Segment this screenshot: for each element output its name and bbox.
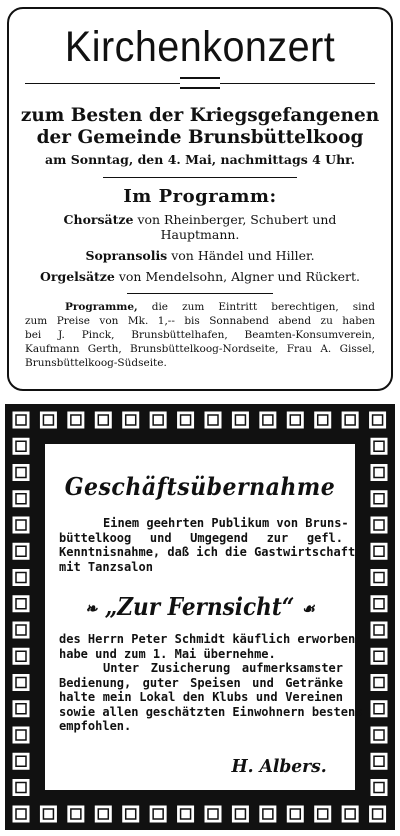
signature: H. Albers. — [231, 756, 327, 777]
border-square — [370, 516, 388, 534]
border-square — [12, 674, 30, 692]
border-square — [231, 805, 249, 823]
purpose-line: zum Besten der Kriegsgefangenen — [20, 105, 380, 126]
ticket-notice — [25, 300, 375, 370]
border-square — [286, 411, 304, 429]
border-square — [149, 805, 167, 823]
border-square — [12, 647, 30, 665]
border-square — [12, 569, 30, 587]
border-square — [12, 752, 30, 770]
text-line: büttelkoog und Umgegend zur gefl. — [59, 530, 343, 545]
announcement-paragraph — [59, 516, 356, 574]
border-square — [370, 726, 388, 744]
text-line: Unter Zusicherung aufmerksamster — [103, 661, 343, 675]
border-square — [341, 805, 359, 823]
border-square — [370, 542, 388, 560]
border-square — [67, 805, 85, 823]
border-square — [12, 490, 30, 508]
border-square — [370, 647, 388, 665]
border-square — [39, 805, 57, 823]
border-square — [370, 779, 388, 797]
text-line: sowie allen geschätzten Einwohnern bestens — [59, 704, 363, 719]
border-square — [177, 411, 195, 429]
border-square — [94, 805, 112, 823]
border-square — [177, 805, 195, 823]
program-item — [7, 269, 393, 284]
border-square — [370, 621, 388, 639]
notice-line: zum Preise von Mk. 1,-- bis Sonnabend abend zu haben — [25, 315, 375, 327]
leaf-ornament-icon: ❧ — [85, 599, 98, 618]
program-item-lead: Sopransolis — [85, 248, 168, 263]
text-line: habe und zum 1. Mai übernehme. — [59, 646, 276, 661]
program-item-lead: Orgelsätze — [39, 269, 115, 284]
border-square — [370, 464, 388, 482]
program-item-text: von Händel und Hiller. — [167, 248, 315, 263]
divider — [103, 177, 297, 178]
border-square — [369, 411, 387, 429]
border-square — [204, 805, 222, 823]
leaf-ornament-icon: ☙ — [301, 599, 315, 618]
program-item-text: von Rheinberger, Schubert und — [133, 212, 337, 227]
border-square — [204, 411, 222, 429]
border-square — [259, 411, 277, 429]
border-square — [341, 411, 359, 429]
notice-line: Programme, die zum Eintritt berechtigen, sind — [65, 301, 375, 313]
border-square — [314, 805, 332, 823]
border-square — [259, 805, 277, 823]
border-square — [370, 490, 388, 508]
border-square — [12, 464, 30, 482]
text-line: halte mein Lokal den Klubs und Vereinen — [59, 690, 343, 704]
border-square — [370, 437, 388, 455]
border-square — [122, 411, 140, 429]
notice-lead: Programme, — [65, 301, 138, 313]
program-heading: Im Programm: — [123, 186, 277, 207]
border-square — [286, 805, 304, 823]
border-square — [94, 411, 112, 429]
border-square — [12, 726, 30, 744]
business-takeover-advertisement — [5, 404, 395, 830]
concert-advertisement — [7, 7, 393, 391]
notice-line: bei J. Pinck, Brunsbüttelhafen, Beamten-Konsumverein, — [25, 329, 375, 341]
date-line: am Sonntag, den 4. Mai, nachmittags 4 Uhr. — [45, 152, 355, 167]
border-square — [370, 674, 388, 692]
divider — [127, 293, 273, 294]
border-square — [370, 595, 388, 613]
border-square — [369, 805, 387, 823]
parish-line: der Gemeinde Brunsbüttelkoog — [36, 127, 364, 148]
ad-body — [43, 442, 363, 792]
border-square — [12, 805, 30, 823]
border-square — [12, 516, 30, 534]
border-square — [12, 437, 30, 455]
program-item-text: von Mendelsohn, Algner und Rückert. — [114, 269, 360, 284]
venue-name: ❧ „Zur Fernsicht“ ☙ — [85, 592, 315, 621]
notice-line: Kaufmann Gerth, Brunsbüttelkoog-Nordseite, Frau A. Gissel, — [25, 343, 375, 355]
text-line: Bedienung, guter Speisen und Getränke — [59, 675, 343, 690]
program-item — [7, 248, 393, 263]
ornamental-rule — [25, 79, 375, 89]
border-square — [12, 621, 30, 639]
program-item — [7, 212, 393, 227]
announcement-paragraph — [59, 632, 363, 734]
border-square — [12, 700, 30, 718]
program-item-lead: Chorsätze — [63, 212, 134, 227]
text-line: Kenntnisnahme, daß ich die Gastwirtschaft — [59, 545, 356, 559]
ad-title: Kirchenkonzert — [64, 23, 336, 71]
ad-title: Geschäftsübernahme — [64, 472, 336, 501]
border-square — [231, 411, 249, 429]
border-square — [39, 411, 57, 429]
program-item-continuation: Hauptmann. — [160, 227, 240, 242]
border-square — [370, 569, 388, 587]
border-square — [12, 779, 30, 797]
border-square — [122, 805, 140, 823]
text-line: Einem geehrten Publikum von Bruns- — [103, 516, 349, 530]
border-square — [12, 595, 30, 613]
text-line: des Herrn Peter Schmidt käuflich erworben — [59, 632, 356, 646]
border-square — [67, 411, 85, 429]
border-square — [314, 411, 332, 429]
text-line: empfohlen. — [59, 719, 132, 733]
border-square — [370, 700, 388, 718]
border-square — [12, 411, 30, 429]
text-line: mit Tanzsalon — [59, 559, 153, 574]
border-square — [370, 752, 388, 770]
border-square — [149, 411, 167, 429]
notice-line: Brunsbüttelkoog-Südseite. — [25, 357, 167, 369]
border-square — [12, 542, 30, 560]
